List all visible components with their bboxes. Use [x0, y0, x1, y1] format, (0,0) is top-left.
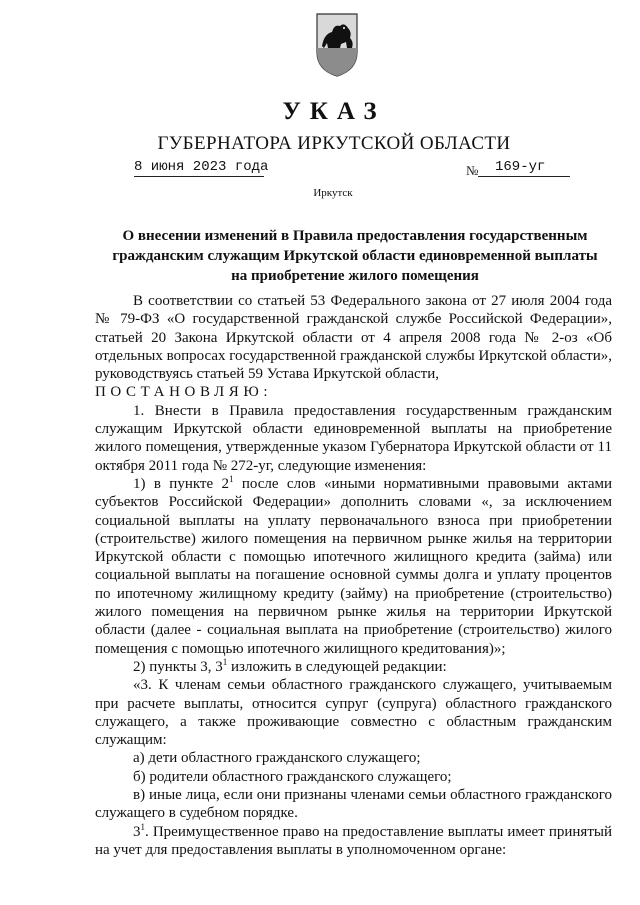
paragraph-point-3a: а) дети областного гражданского служащего;	[133, 750, 421, 767]
text-part: после слов «иными нормативными правовыми актами субъектов Российской Федерации» дополнить словами «, за исключением социальной выплаты на уплату первоначального взноса при приобретении (строительстве) жилого помещения на первичном рынке жилья на территории Иркутской области с помощью ипотечного жилищного кредита (займа) или социальной выплаты на погашение основной суммы долга и уплату процентов по ипотечному жилищному кредиту (займу) на приобретение (строительство) жилого помещения на первичном рынке жилья на территории Иркутской области (далее - социальная выплата на приобретение (строительство) жилого помещения с помощью ипотечного жилищного кредитования)»;	[95, 475, 612, 657]
text-part: 3	[133, 823, 141, 840]
decree-body	[95, 292, 612, 859]
text-part: 2) пункты 3, 3	[133, 658, 223, 675]
number-sign: №	[466, 163, 479, 178]
paragraph-subitem-2	[95, 658, 612, 676]
text-part: 1) в пункте 2	[133, 475, 230, 492]
paragraph-point-3: «3. К членам семьи областного гражданского служащего, учитываемым при расчете выплаты, относится супруг (супруга) областного гражданского служащего, а также проживающие совместно с областным гражданским служащим:	[95, 677, 612, 749]
paragraph-item-1: 1. Внести в Правила предоставления государственным гражданским служащим Иркутской области единовременной выплаты на приобретение жилого помещения, утвержденные указом Губернатора Иркутской области от 11 октября 2011 года № 272-уг, следующие изменения:	[95, 402, 612, 474]
city-label: Иркутск	[313, 187, 353, 199]
irkutsk-coat-of-arms-icon	[314, 12, 360, 78]
paragraph-subitem-1	[95, 475, 612, 658]
text-part: . Преимущественное право на предоставление выплаты имеет принятый на учет для предоставления выплаты в уполномоченном органе:	[95, 823, 612, 858]
text-part: изложить в следующей редакции:	[227, 658, 447, 675]
paragraph-point-3b: б) родители областного гражданского служащего;	[133, 768, 452, 785]
paragraph-decree-word: ПОСТАНОВЛЯЮ:	[95, 384, 273, 401]
date-underline	[134, 176, 264, 177]
document-title: УКАЗ	[282, 98, 386, 125]
superscript: 1	[140, 821, 145, 832]
superscript: 1	[222, 656, 228, 667]
document-issuer: ГУБЕРНАТОРА ИРКУТСКОЙ ОБЛАСТИ	[157, 133, 511, 154]
paragraph-point-3c: в) иные лица, если они признаны членами семьи областного гражданского служащего в судебном порядке.	[95, 787, 612, 822]
paragraph-preamble: В соответствии со статьей 53 Федерального закона от 27 июля 2004 года № 79-ФЗ «О государственной гражданской службе Российской Федерации», статьей 20 Закона Иркутской области от 4 апреля 2008 года № 2-оз «Об отдельных вопросах государственной гражданской службы Иркутской области», руководствуясь статьей 59 Устава Иркутской области,	[95, 293, 612, 383]
superscript: 1	[229, 473, 234, 484]
decree-heading: О внесении изменений в Правила предоставления государственным гражданским служащим Иркутской области единовременной выплаты на приобретение жилого помещения	[112, 228, 598, 284]
decree-date: 8 июня 2023 года	[134, 159, 269, 175]
number-underline	[478, 176, 570, 177]
decree-number: 169-уг	[495, 159, 546, 175]
paragraph-point-3-1	[95, 823, 612, 860]
